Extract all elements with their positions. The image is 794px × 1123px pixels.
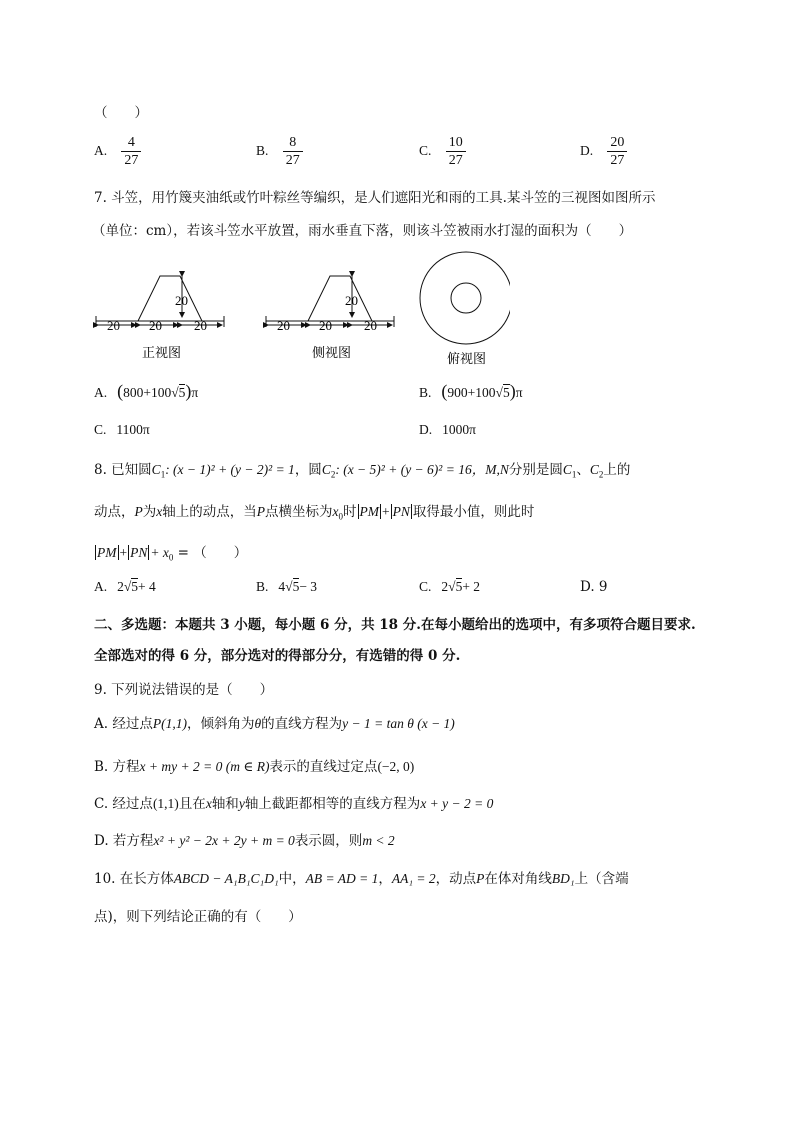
text: 8. 已知圆	[94, 462, 152, 478]
numerator: 10	[446, 134, 466, 152]
math-expr: ABCD − A₁B₁C₁D₁	[173, 871, 279, 886]
radicand: 5	[292, 579, 300, 594]
sqrt-sign: √	[285, 579, 293, 594]
expr: + 2	[462, 579, 481, 594]
text: 取得最小值，则此时	[412, 504, 535, 520]
text: B. 方程	[94, 759, 140, 775]
q8-option-b	[256, 579, 317, 595]
q7-option-c	[94, 422, 150, 438]
denominator: 27	[610, 153, 625, 168]
text: 10. 在长方体	[94, 871, 174, 887]
side-view-caption: 侧视图	[312, 346, 352, 361]
option-label: B.	[256, 579, 269, 594]
text: 轴和	[211, 796, 239, 812]
math-var: θ	[254, 716, 262, 731]
math-var: C	[562, 462, 572, 477]
math-expr: AB = AD = 1	[305, 871, 379, 886]
expr: − 3	[299, 579, 318, 594]
text: 且在	[178, 796, 206, 812]
text: 上的	[603, 462, 631, 478]
option-label: B.	[256, 143, 269, 158]
math-var: PN	[130, 545, 148, 560]
radicand: 5	[178, 385, 186, 400]
math-var: x	[156, 504, 163, 519]
math-var: ，M,N	[471, 462, 509, 477]
q6-paren: （ ）	[94, 105, 148, 121]
q9-option-d	[94, 829, 395, 849]
q7-option-d	[419, 422, 476, 438]
text: 、	[576, 462, 590, 478]
front-height-label: 20	[175, 293, 188, 308]
text: 时	[343, 504, 357, 520]
option-label: B.	[419, 385, 432, 400]
text: 表示的直线过定点	[269, 759, 378, 775]
section2-heading-line1: 二、多选题：本题共 3 小题，每小题 6 分，共 18 分.在每小题给出的选项中，有多项符合题目要求.	[94, 617, 696, 633]
operator: +	[382, 504, 390, 519]
text: 动点，	[94, 504, 135, 520]
abs-bar	[380, 504, 381, 519]
expr: 900+100	[447, 385, 496, 400]
text: 在体对角线	[484, 871, 552, 887]
math-var: P	[476, 871, 485, 886]
subscript: 1	[160, 469, 166, 480]
expr: + 4	[138, 579, 156, 594]
q7-option-b	[419, 381, 523, 402]
paren-open: (	[117, 381, 124, 401]
abs-bar	[391, 504, 392, 519]
math-var: C	[321, 462, 331, 477]
front-view-caption: 正视图	[142, 346, 182, 361]
math-expr: y − 1 = tan θ (x − 1)	[342, 716, 455, 731]
option-label: D.	[419, 422, 433, 437]
math-expr: BD₁	[551, 871, 575, 886]
q8-stem-line1	[94, 458, 630, 480]
math-expr: x² + y² − 2x + 2y + m = 0	[153, 833, 295, 848]
abs-bar	[95, 545, 96, 560]
q7-stem-line1: 7. 斗笠，用竹篾夹油纸或竹叶粽丝等编织，是人们遮阳光和雨的工具.某斗笠的三视图如图所示	[94, 190, 656, 206]
q7-stem-line2: （单位：cm），若该斗笠水平放置，雨水垂直下落，则该斗笠被雨水打湿的面积为（ ）	[92, 223, 633, 239]
option-value: 1100π	[116, 422, 150, 437]
math-var: C	[589, 462, 599, 477]
text: D. 若方程	[94, 833, 154, 849]
q8-option-a	[94, 579, 156, 595]
option-label: C.	[419, 143, 432, 158]
front-dim-label: 20	[107, 318, 120, 333]
side-dim-label: 20	[364, 318, 377, 333]
paren-close: )	[185, 381, 192, 401]
text: = （ ）	[173, 545, 248, 561]
radicand: 5	[131, 579, 139, 594]
subscript: 1	[571, 469, 577, 480]
denominator: 27	[124, 153, 139, 168]
equation: : (x − 5)² + (y − 6)² = 16	[335, 462, 472, 477]
math-var: x	[205, 796, 212, 811]
text: 轴上的动点，当	[162, 504, 257, 520]
subscript: 2	[330, 469, 336, 480]
math-expr: AA₁ = 2	[391, 871, 436, 886]
side-dim-label: 20	[319, 318, 332, 333]
equation: : (x − 1)² + (y − 2)² = 1	[165, 462, 295, 477]
q7-three-view-figure	[90, 245, 510, 375]
q8-option-d: D. 9	[580, 579, 608, 595]
text: 为	[142, 504, 157, 520]
fraction	[283, 134, 303, 169]
top-view-inner-circle	[451, 283, 481, 313]
q10-stem-line1	[94, 867, 629, 887]
numerator: 4	[121, 134, 141, 152]
front-dim-label: 20	[149, 318, 162, 333]
math-var: x	[332, 504, 339, 519]
math-expr: (−2, 0)	[377, 759, 415, 774]
q8-option-c	[419, 579, 480, 595]
denominator: 27	[285, 153, 300, 168]
coef: 4	[278, 579, 286, 594]
subscript: 0	[168, 552, 174, 563]
text: 分别是圆	[508, 462, 563, 478]
q10-stem-line2: 点)，则下列结论正确的有（ ）	[94, 909, 302, 925]
option-label: D.	[580, 143, 594, 158]
math-var: y	[238, 796, 245, 811]
text: A. 经过点	[94, 716, 153, 732]
fraction	[607, 134, 627, 169]
abs-bar	[411, 504, 412, 519]
q7-option-a	[94, 381, 198, 402]
q8-stem-line2	[94, 500, 534, 522]
math-var: PN	[392, 504, 410, 519]
text: 中，	[278, 871, 306, 887]
math-var: PM	[359, 504, 379, 519]
abs-bar	[128, 545, 129, 560]
math-expr: P(1,1)	[152, 716, 187, 731]
q6-option-c	[419, 134, 466, 169]
top-view-caption: 俯视图	[447, 352, 487, 367]
text: ，圆	[294, 462, 322, 478]
radicand: 5	[455, 579, 463, 594]
sqrt-sign: √	[495, 385, 503, 400]
numerator: 8	[283, 134, 303, 152]
sqrt-sign: √	[171, 385, 179, 400]
text: ，倾斜角为	[186, 716, 255, 732]
subscript: 0	[338, 511, 343, 522]
text: ，动点	[435, 871, 477, 887]
text: ，	[378, 871, 392, 887]
option-label: A.	[94, 579, 108, 594]
radicand: 5	[502, 385, 510, 400]
math-expr: x + my + 2 = 0 (m ∈ R)	[139, 759, 270, 774]
math-expr: m < 2	[362, 833, 395, 848]
paren-close: )	[509, 381, 516, 401]
option-value: 1000π	[442, 422, 476, 437]
operator: +	[119, 545, 128, 560]
text: 表示圆，则	[294, 833, 363, 849]
q9-option-c	[94, 792, 493, 812]
fraction	[446, 134, 466, 169]
text: 上（含端	[574, 871, 629, 887]
numerator: 20	[607, 134, 627, 152]
side-dim-label: 20	[277, 318, 290, 333]
paren-open: (	[441, 381, 448, 401]
text: 点横坐标为	[265, 504, 333, 520]
q9-stem: 9. 下列说法错误的是（ ）	[94, 682, 274, 698]
top-view-outer-circle	[420, 252, 510, 344]
subscript: 2	[598, 469, 604, 480]
math-var: C	[151, 462, 161, 477]
q9-option-a	[94, 712, 455, 732]
q6-option-d	[580, 134, 627, 169]
abs-bar	[358, 504, 359, 519]
text: 轴上截距都相等的直线方程为	[244, 796, 421, 812]
expr: 800+100	[123, 385, 172, 400]
text: C. 经过点	[94, 796, 153, 812]
pi: π	[515, 385, 523, 400]
q6-option-a	[94, 134, 141, 169]
front-dim-label: 20	[194, 318, 207, 333]
side-height-label: 20	[345, 293, 358, 308]
text: 的直线方程为	[261, 716, 343, 732]
math-var: P	[256, 504, 265, 519]
option-label: A.	[94, 143, 108, 158]
math-expr: (1,1)	[152, 796, 179, 811]
option-label: A.	[94, 385, 108, 400]
fraction	[121, 134, 141, 169]
sqrt-sign: √	[448, 579, 456, 594]
q9-option-b	[94, 755, 414, 775]
q8-stem-line3	[94, 541, 247, 563]
coef: 2	[441, 579, 449, 594]
option-label: C.	[419, 579, 432, 594]
sqrt-sign: √	[123, 579, 132, 594]
pi: π	[191, 385, 199, 400]
coef: 2	[117, 579, 124, 594]
option-label: C.	[94, 422, 107, 437]
denominator: 27	[448, 153, 463, 168]
math-var: P	[134, 504, 143, 519]
abs-bar	[118, 545, 119, 560]
q6-option-b	[256, 134, 303, 169]
math-expr: + x	[150, 545, 169, 560]
math-expr: x + y − 2 = 0	[420, 796, 494, 811]
math-var: PM	[97, 545, 117, 560]
section2-heading-line2: 全部选对的得 6 分，部分选对的得部分分，有选错的得 0 分.	[94, 648, 461, 664]
